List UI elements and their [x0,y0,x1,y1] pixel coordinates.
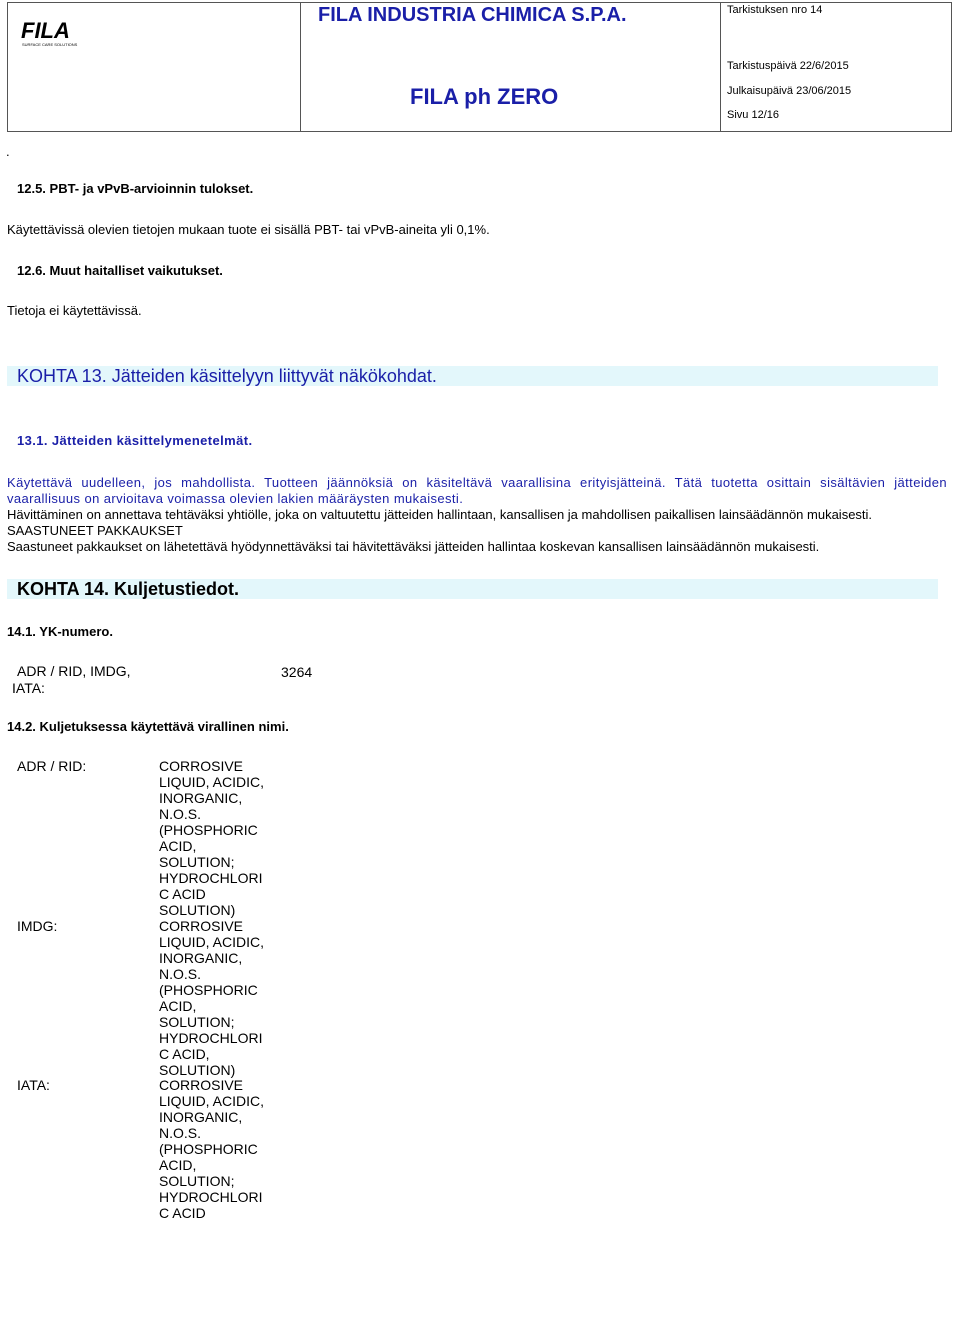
header-divider [300,2,301,132]
iata-line: C ACID [159,1205,206,1221]
adr-rid-line: C ACID [159,886,206,902]
waste-paragraph: Käytettävä uudelleen, jos mahdollista. Tuotteen jäännöksiä on käsiteltävä vaarallisina erityisjätteinä. Tätä tuotetta osittain sisältävien jätteiden vaarallisuus on arvioitava voimassa olevien lakien määräysten mukaisesti. [7,475,947,506]
adr-rid-shipping-name [159,758,264,918]
iata-line: (PHOSPHORIC [159,1141,258,1157]
adr-rid-line: (PHOSPHORIC [159,822,258,838]
imdg-line: N.O.S. [159,966,202,982]
imdg-line: INORGANIC, [159,950,243,966]
iata-line: SOLUTION; [159,1173,235,1189]
adr-rid-line: SOLUTION; [159,854,235,870]
imdg-line: LIQUID, ACIDIC, [159,934,265,950]
company-name: FILA INDUSTRIA CHIMICA S.P.A. [318,4,627,26]
adr-rid-line: INORGANIC, [159,790,243,806]
adr-rid-line: CORROSIVE [159,758,244,774]
imdg-label: IMDG: [17,918,58,934]
section-12-5-heading: 12.5. PBT- ja vPvB-arvioinnin tulokset. [17,181,254,196]
un-number-label: ADR / RID, IMDG, [17,663,131,679]
disposal-paragraph: Hävittäminen on annettava tehtäväksi yhtiölle, joka on valtuutettu jätteiden hallintaan, kansallisen ja mahdollisen paikallisen lainsäädännön mukaisesti. [7,507,873,522]
un-number-value: 3264 [281,664,313,680]
adr-rid-line: ACID, [159,838,197,854]
section-13-1-heading: 13.1. Jätteiden käsittelymenetelmät. [17,433,253,448]
product-name: FILA ph ZERO [410,84,559,109]
imdg-shipping-name [159,918,264,1078]
logo-wordmark: FILA [21,18,70,43]
fila-logo [20,14,78,48]
header-divider [720,2,721,132]
adr-rid-line: HYDROCHLORI [159,870,263,886]
adr-rid-line: SOLUTION) [159,902,236,918]
imdg-line: SOLUTION; [159,1014,235,1030]
section-12-6-heading: 12.6. Muut haitalliset vaikutukset. [17,263,223,278]
imdg-line: SOLUTION) [159,1062,236,1078]
iata-line: CORROSIVE [159,1077,244,1093]
revision-date: Tarkistuspäivä 22/6/2015 [727,60,849,72]
imdg-line: CORROSIVE [159,918,244,934]
imdg-line: HYDROCHLORI [159,1030,263,1046]
un-number-label-iata: IATA: [12,680,45,696]
adr-rid-label: ADR / RID: [17,758,87,774]
iata-line: LIQUID, ACIDIC, [159,1093,265,1109]
section-13-title: KOHTA 13. Jätteiden käsittelyyn liittyvät näkökohdat. [7,366,938,386]
iata-line: N.O.S. [159,1125,202,1141]
packaging-heading: SAASTUNEET PAKKAUKSET [7,523,183,538]
iata-line: INORGANIC, [159,1109,243,1125]
packaging-paragraph: Saastuneet pakkaukset on lähetettävä hyödynnettäväksi tai hävitettäväksi jätteiden hallintaa koskevan kansallisen lainsäädännön mukaisesti. [7,539,820,554]
section-12-6-text: Tietoja ei käytettävissä. [7,303,142,318]
section-14-1-heading: 14.1. YK-numero. [7,624,113,639]
section-12-5-text: Käytettävissä olevien tietojen mukaan tuote ei sisällä PBT- tai vPvB-aineita yli 0,1%. [7,222,490,237]
stray-dot: . [6,144,10,159]
page-number: Sivu 12/16 [727,109,779,121]
adr-rid-line: LIQUID, ACIDIC, [159,774,265,790]
imdg-line: (PHOSPHORIC [159,982,258,998]
logo-tagline: SURFACE CARE SOLUTIONS [22,42,78,47]
section-14-2-heading: 14.2. Kuljetuksessa käytettävä virallinen nimi. [7,719,289,734]
revision-number: Tarkistuksen nro 14 [727,4,823,16]
iata-line: HYDROCHLORI [159,1189,263,1205]
iata-line: ACID, [159,1157,197,1173]
iata-label: IATA: [17,1077,50,1093]
publish-date: Julkaisupäivä 23/06/2015 [727,85,852,97]
imdg-line: ACID, [159,998,197,1014]
adr-rid-line: N.O.S. [159,806,202,822]
imdg-line: C ACID, [159,1046,210,1062]
iata-shipping-name [159,1077,264,1221]
section-14-title: KOHTA 14. Kuljetustiedot. [7,579,938,599]
